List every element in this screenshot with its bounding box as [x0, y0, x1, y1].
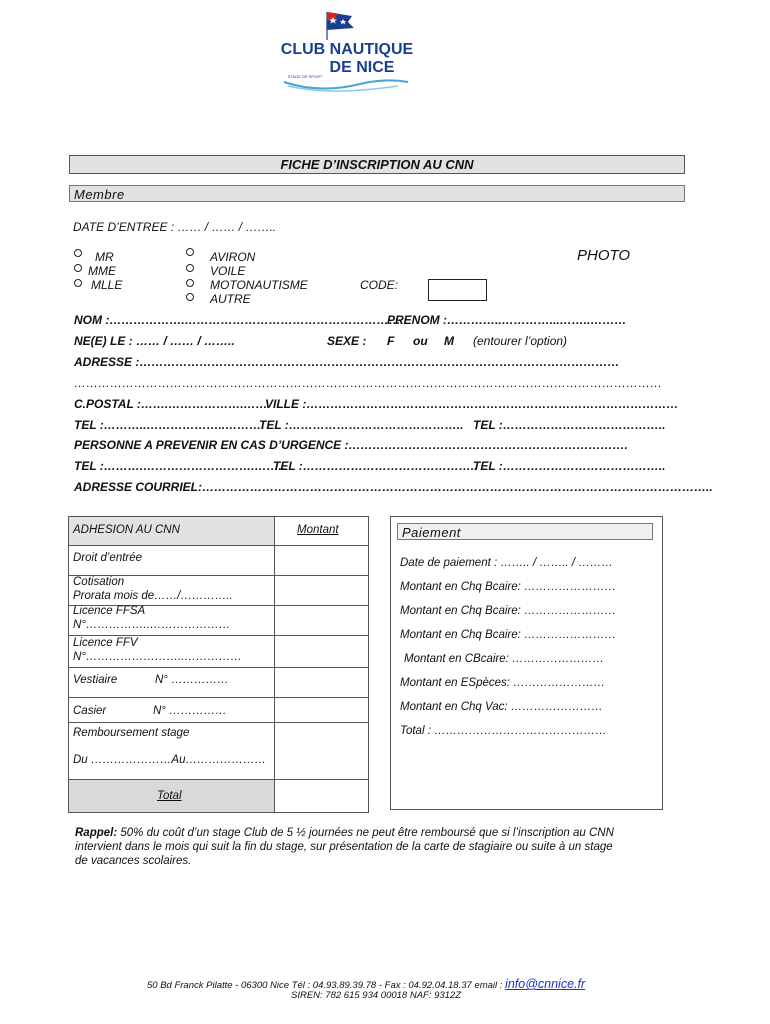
paiement-total-field[interactable]: Total : ………………………………………	[400, 725, 607, 737]
club-logo	[280, 8, 415, 93]
tel1-field-b[interactable]: TEL :……………………………………..	[259, 418, 464, 432]
paiement-chqvac-field[interactable]: Montant en Chq Vac: ……………………	[400, 701, 603, 713]
logo-line2: DE NICE	[329, 59, 395, 76]
logo-tagline: STAGE DE SPORT	[287, 74, 323, 79]
vestiaire-number-field[interactable]: N° ……………	[155, 674, 229, 686]
radio-autre[interactable]	[186, 293, 194, 301]
entourer-hint: (entourer l’option)	[473, 334, 568, 348]
radio-voile[interactable]	[186, 264, 194, 272]
courriel-field[interactable]: ADRESSE COURRIEL:………………………………………………………………………………………………………………..	[74, 480, 713, 494]
prorata-field[interactable]: Prorata mois de……/…………..	[73, 590, 233, 602]
section-membre: Membre	[69, 185, 685, 202]
radio-aviron[interactable]	[186, 248, 194, 256]
radio-mme[interactable]	[74, 264, 82, 272]
label-autre: AUTRE	[210, 292, 251, 306]
paiement-date-field[interactable]: Date de paiement : …….. / …….. / ………	[400, 557, 613, 569]
nom-field[interactable]: NOM :……………….………………………………………………	[74, 313, 401, 327]
ffsa-number-field[interactable]: N°……………..…………………	[73, 619, 231, 631]
adresse-field[interactable]: ADRESSE :…………………………………………………………………………………………………………	[74, 355, 620, 369]
label-aviron: AVIRON	[210, 250, 256, 264]
montant-header: Montant	[297, 524, 339, 536]
sexe-label: SEXE :	[327, 334, 367, 348]
date-entree-field[interactable]: DATE D’ENTREE : …… / …… / ……..	[73, 220, 277, 234]
naissance-field[interactable]: NE(E) LE : …… / …… / ……..	[74, 334, 235, 348]
tel2-field-b[interactable]: TEL :……………………………………..	[273, 459, 478, 473]
urgence-field[interactable]: PERSONNE A PREVENIR EN CAS D’URGENCE :…………………………………………………………….	[74, 438, 628, 452]
footer-email-link[interactable]: info@cnnice.fr	[505, 977, 586, 991]
code-input[interactable]	[428, 279, 487, 301]
remboursement-label: Remboursement stage	[73, 727, 190, 739]
ville-field[interactable]: VILLE :…………………………………………………………………………………	[265, 397, 679, 411]
photo-label: PHOTO	[577, 247, 631, 264]
ffv-label: Licence FFV	[73, 637, 138, 649]
cotisation-label: Cotisation	[73, 576, 125, 588]
label-mme: MME	[88, 264, 116, 278]
casier-number-field[interactable]: N° ……………	[153, 705, 227, 717]
adresse-line2[interactable]: …………………………………………………………………………………………………………………………………	[74, 376, 662, 390]
paiement-especes-field[interactable]: Montant en ESpèces: ……………………	[400, 677, 606, 689]
tel1-field-a[interactable]: TEL :………..………………..……….	[74, 418, 265, 432]
radio-motonautisme[interactable]	[186, 279, 194, 287]
label-mlle: MLLE	[91, 278, 123, 292]
label-mr: MR	[95, 250, 114, 264]
rappel-line3: de vacances scolaires.	[75, 855, 192, 867]
sexe-m[interactable]: M	[444, 334, 454, 348]
paiement-chq2-field[interactable]: Montant en Chq Bcaire: ……………………	[400, 605, 617, 617]
footer-address-text: 50 Bd Franck Pilatte - 06300 Nice Tél : 04.93.89.39.78 - Fax : 04.92.04.18.37 email :	[147, 980, 503, 991]
logo-line1: CLUB NAUTIQUE	[280, 41, 414, 58]
form-title: FICHE D’INSCRIPTION AU CNN	[69, 155, 685, 174]
rappel-note	[75, 826, 614, 868]
cpostal-field[interactable]: C.POSTAL :…….……………….……	[74, 397, 268, 411]
total-label: Total	[157, 790, 182, 802]
paiement-header: Paiement	[397, 523, 653, 540]
label-voile: VOILE	[210, 264, 246, 278]
rappel-line1: 50% du coût d’un stage Club de 5 ½ journées ne peut être remboursé que si l’inscription au CNN	[120, 827, 614, 839]
casier-label: Casier	[73, 705, 107, 717]
radio-mr[interactable]	[74, 249, 82, 257]
prenom-field[interactable]: PRENOM :…………..…………...……..………	[387, 313, 627, 327]
ffv-number-field[interactable]: N°……………………..……………	[73, 651, 242, 663]
tel2-field-a[interactable]: TEL :……….……………………….……..	[74, 459, 286, 473]
sexe-f[interactable]: F	[387, 334, 395, 348]
paiement-cb-field[interactable]: Montant en CBcaire: ……………………	[404, 653, 605, 665]
vestiaire-label: Vestiaire	[73, 674, 118, 686]
footer-address	[147, 977, 585, 991]
rappel-line2: intervient dans le mois qui suit la fin du stage, sur présentation de la carte de stagiaire ou suite à un stage	[75, 841, 613, 853]
remboursement-dates-field[interactable]: Du …………………Au…………………	[73, 754, 266, 766]
label-motonautisme: MOTONAUTISME	[210, 278, 308, 292]
ffsa-label: Licence FFSA	[73, 605, 146, 617]
paiement-chq3-field[interactable]: Montant en Chq Bcaire: ……………………	[400, 629, 617, 641]
code-label: CODE:	[360, 278, 399, 292]
tel2-field-c[interactable]: TEL :…………………………………..	[473, 459, 666, 473]
droit-entree-label: Droit d’entrée	[73, 552, 143, 564]
footer-siren: SIREN: 782 615 934 00018 NAF: 9312Z	[291, 990, 462, 1001]
sexe-ou: ou	[413, 334, 428, 348]
radio-mlle[interactable]	[74, 279, 82, 287]
adhesion-header: ADHESION AU CNN	[73, 524, 180, 536]
paiement-chq1-field[interactable]: Montant en Chq Bcaire: ……………………	[400, 581, 617, 593]
tel1-field-c[interactable]: TEL :…………………………………..	[473, 418, 666, 432]
rappel-label: Rappel:	[75, 827, 118, 839]
